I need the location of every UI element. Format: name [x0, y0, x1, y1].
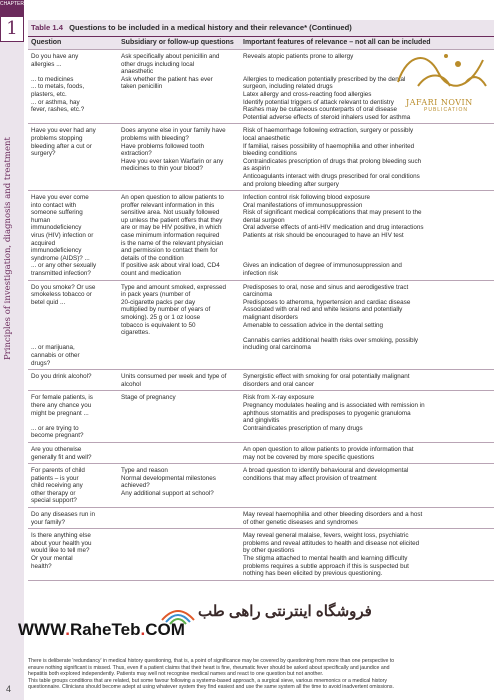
cell-line: bleeding conditions — [243, 150, 297, 158]
cell-line: Have problems followed tooth — [121, 142, 204, 150]
relevance-cell — [240, 511, 494, 526]
cell-line — [31, 417, 118, 425]
cell-line: and gingivitis — [243, 417, 280, 425]
table-row — [28, 391, 494, 443]
cell-line: plasters, etc. — [31, 90, 67, 98]
subsidiary-cell — [118, 446, 240, 461]
cell-line: Is there anything else — [31, 532, 91, 540]
cell-line: smoking). 25 g or 1 oz loose — [121, 314, 201, 321]
cell-line — [243, 329, 494, 337]
cell-line: count and medication — [121, 270, 181, 278]
question-cell — [28, 446, 118, 461]
relevance-cell — [240, 446, 494, 461]
cell-line: nothing has been elicited by previous questioning. — [243, 570, 383, 578]
cell-line: up unless the patient offers that they — [121, 216, 223, 224]
cell-line: human — [31, 216, 51, 224]
header-relevance: Important features of relevance – not all can be included — [243, 39, 431, 46]
cell-line: Stage of pregnancy — [121, 394, 176, 402]
cell-line: fever, rashes, etc.? — [31, 106, 85, 114]
cell-line: syndrome (AIDS)? ... — [31, 254, 90, 262]
subsidiary-cell — [118, 532, 240, 578]
cell-line: Any additional support at school? — [121, 489, 214, 497]
cell-line: Associated with oral red and white lesions and potentially — [243, 306, 403, 314]
cell-line: multiplied by number of years of — [121, 306, 211, 314]
cell-line: by other questions — [243, 547, 295, 555]
cell-line: patients – is your — [31, 474, 79, 482]
cell-line: Have you ever taken Warfarin or any — [121, 157, 224, 165]
question-cell — [28, 373, 118, 388]
cell-line: allergies ... — [31, 60, 62, 68]
chapter-label: CHAPTER — [0, 0, 24, 16]
table-row — [28, 370, 494, 391]
relevance-cell — [240, 194, 494, 278]
footnote-line: There is deliberate 'redundancy' in medical history questioning, that is, a point of significance may be covered by questioning from more than one perspective to — [28, 658, 395, 664]
cell-line: may not be covered by more specific questions — [243, 453, 375, 461]
cell-line: and permission to contact them for — [121, 247, 218, 255]
question-cell — [28, 127, 118, 188]
relevance-cell — [240, 127, 494, 188]
subsidiary-cell — [118, 127, 240, 188]
cell-line: alcohol — [121, 380, 141, 388]
cell-line: problems and reveal attitudes to health and disease not elicited — [243, 539, 420, 547]
question-cell — [28, 194, 118, 278]
running-title: Principles of investigation, diagnosis and treatment — [3, 137, 13, 360]
cell-line: May reveal haemophilia and other bleeding disorders and a host — [243, 511, 423, 519]
header-subsidiary: Subsidiary or follow-up questions — [121, 39, 234, 46]
cell-line: someone suffering — [31, 209, 83, 217]
url-suffix: COM — [145, 620, 185, 639]
cell-line: Pregnancy modulates healing and is associated with remission in — [243, 401, 425, 409]
cell-line: ... to metals, foods, — [31, 83, 85, 91]
relevance-cell — [240, 467, 494, 505]
store-name: فروشگاه اینترنتی راهی طب — [198, 603, 372, 620]
cell-line: would like to tell me? — [31, 547, 90, 555]
cell-line: acquired — [31, 239, 56, 247]
cell-line: surgery? — [31, 150, 56, 158]
cell-line: as aspirin — [243, 165, 270, 173]
cell-line: into contact with — [31, 201, 77, 209]
cell-line: Rashes may be cutaneous counterparts of oral disease — [243, 106, 398, 114]
cell-line: conditions that may affect provision of treatment — [243, 474, 377, 482]
cell-line: Risk from X-ray exposure — [243, 394, 315, 402]
footnote-line: This table groups conditions that are related, but some favour following a systems-based approach, a surgical sieve, various mnemonics or a medical history — [28, 677, 387, 684]
cell-line: about your health you — [31, 539, 92, 547]
table-row — [28, 443, 494, 464]
cell-line: Type and reason — [121, 467, 168, 475]
cell-line: special support? — [31, 497, 77, 505]
cell-line — [243, 255, 494, 263]
cell-line: transmitted infection? — [31, 270, 91, 278]
subsidiary-cell — [118, 194, 240, 278]
page-number: 4 — [6, 684, 12, 694]
cell-line: and prolong bleeding after surgery — [243, 180, 339, 188]
cell-line: Identify potential triggers of attack relevant to dentistry — [243, 98, 394, 106]
cell-line — [31, 329, 118, 337]
cell-line: ... or marijuana, — [31, 344, 75, 352]
cell-line: might be pregnant ... — [31, 409, 89, 417]
cell-line: Risk of haemorrhage following extraction, surgery or possibly — [243, 127, 414, 135]
cell-line: are or may be HIV positive, in which — [121, 224, 222, 232]
cell-line: infection risk — [243, 270, 278, 278]
relevance-cell — [240, 532, 494, 578]
question-cell — [28, 284, 118, 368]
table-row — [28, 124, 494, 191]
cell-line: If positive ask about viral load, CD4 — [121, 262, 220, 270]
table-label: Table 1.4 — [31, 23, 63, 32]
cell-line — [243, 240, 494, 248]
question-cell — [28, 394, 118, 440]
cell-line: Amenable to cessation advice in the dental setting — [243, 321, 384, 329]
cell-line: Gives an indication of degree of immunosuppression and — [243, 262, 402, 270]
cell-line: child receiving any — [31, 482, 83, 490]
chapter-number: 1 — [0, 16, 24, 42]
cell-line: generally fit and well? — [31, 453, 92, 461]
cell-line: virus (HIV) infection or — [31, 232, 94, 240]
cell-line: Synergistic effect with smoking for oral potentially malignant — [243, 373, 410, 381]
cell-line: ... or are trying to — [31, 424, 79, 432]
cell-line: bleeding after a cut or — [31, 142, 92, 150]
cell-line: Patients at risk should be encouraged to have an HIV test — [243, 232, 404, 240]
store-watermark — [18, 600, 372, 660]
cell-line: betel quid ... — [31, 298, 66, 306]
cell-line: details of the condition — [121, 254, 184, 262]
relevance-cell — [240, 373, 494, 388]
cell-line: malignant disorders — [243, 314, 298, 321]
calligraphy-logo-icon — [388, 42, 496, 98]
cell-line: cannabis or other — [31, 351, 80, 359]
table-caption — [28, 20, 494, 37]
cell-line: Do any diseases run in — [31, 511, 96, 519]
subsidiary-cell — [118, 467, 240, 505]
cell-line: Normal developmental milestones — [121, 474, 216, 482]
cell-line: other therapy or — [31, 489, 76, 497]
cell-line: achieved? — [121, 482, 150, 490]
cell-line: Allergies to medication potentially prescribed by the dental — [243, 75, 406, 83]
cell-line: aphthous stomatitis and predisposes to pyogenic granuloma — [243, 409, 411, 417]
cell-line: Type and amount smoked, expressed — [121, 283, 227, 291]
table-row — [28, 281, 494, 371]
cell-line: An open question to allow patients to provide information that — [243, 445, 414, 453]
url-prefix: WWW — [18, 620, 66, 639]
cell-line — [31, 337, 118, 345]
cell-line: Latex allergy and cross-reacting food allergies — [243, 90, 372, 98]
cell-line — [31, 314, 118, 322]
table-body — [28, 50, 494, 581]
cell-line: is the name of the relevant physician — [121, 239, 224, 247]
cell-line: Do you drink alcohol? — [31, 373, 92, 381]
cell-line: there any chance you — [31, 401, 92, 409]
cell-line: tobacco is equivalent to 50 — [121, 321, 196, 329]
cell-line: May reveal general malaise, fevers, weight loss, psychiatric — [243, 532, 409, 540]
cell-line: problems stopping — [31, 134, 83, 142]
cell-line: immunodeficiency — [31, 247, 82, 255]
cell-line: cigarettes. — [121, 329, 151, 337]
url-domain: RaheTeb — [69, 620, 141, 639]
cell-line: problems with bleeding? — [121, 134, 189, 142]
cell-line: disorders and oral cancer — [243, 380, 315, 388]
cell-line: surgeon, including related drugs — [243, 83, 333, 91]
cell-line: Do you have any — [31, 53, 79, 60]
cell-line — [243, 247, 494, 255]
cell-line: proffer relevant information in this — [121, 201, 215, 209]
cell-line: ... or any other sexually — [31, 262, 97, 270]
cell-line: in pack years (number of — [121, 291, 191, 299]
subsidiary-cell — [118, 53, 240, 121]
cell-line: Potential adverse effects of steroid inhalers used for asthma — [243, 113, 411, 121]
cell-line: other drugs including local — [121, 60, 195, 68]
subsidiary-cell — [118, 511, 240, 526]
cell-line: of other genetic diseases and syndromes — [243, 518, 358, 526]
cell-line: 20-cigarette packs per day — [121, 298, 196, 306]
cell-line: Does anyone else in your family have — [121, 127, 226, 135]
table-title: Questions to be included in a medical history and their relevance* (Continued) — [69, 23, 352, 32]
cell-line: Oral adverse effects of anti-HIV medication and drug interactions — [243, 224, 424, 232]
cell-line: Contraindicates prescription of many drugs — [243, 424, 363, 432]
cell-line: become pregnant? — [31, 432, 84, 440]
table-row — [28, 464, 494, 508]
question-cell — [28, 532, 118, 578]
chapter-sidebar — [0, 0, 24, 700]
cell-line: Reveals atopic patients prone to allergy — [243, 53, 354, 60]
subsidiary-cell — [118, 373, 240, 388]
cell-line: Units consumed per week and type of — [121, 373, 227, 381]
cell-line: carcinoma — [243, 291, 273, 299]
footnote-line: hepatitis both explored independently. Patients may well not recognise medical names and react to one question but not another. — [28, 671, 324, 678]
cell-line: Contraindicates prescription of drugs that prolong bleeding such — [243, 157, 422, 165]
cell-line: extraction? — [121, 150, 152, 158]
footnote-line: questionnaire. Clinicians should become adept at using whatever system they find easiest and use the same system all the time to avoid inadvertent omissions. — [28, 684, 394, 691]
cell-line: Are you otherwise — [31, 445, 82, 453]
cell-line: Do you smoke? Or use — [31, 283, 96, 291]
cell-line: immunodeficiency — [31, 224, 82, 232]
cell-line: medicines to thin your blood? — [121, 165, 203, 173]
cell-line — [31, 306, 118, 314]
cell-line: For female patients, is — [31, 394, 93, 402]
question-cell — [28, 53, 118, 121]
cell-line — [31, 322, 118, 330]
cell-line: If familial, raises possibility of haemophilia and other inherited — [243, 142, 415, 150]
cell-line: local anaesthetic — [243, 134, 290, 142]
table-row — [28, 508, 494, 529]
cell-line: A broad question to identify behavioural and developmental — [243, 467, 409, 475]
cell-line: Predisposes to atheroma, hypertension and cardiac disease — [243, 298, 411, 306]
cell-line: problems requires a subtle approach if this is suspected but — [243, 562, 409, 570]
cell-line: health? — [31, 562, 52, 570]
question-cell — [28, 467, 118, 505]
cell-line: Oral manifestations of immunosuppression — [243, 201, 363, 209]
subsidiary-cell — [118, 394, 240, 440]
publisher-brand: JAFARI NOVIN — [406, 98, 473, 107]
table-row — [28, 529, 494, 581]
cell-line: drugs? — [31, 359, 51, 367]
cell-line: Risk of significant medical complications that may present to the — [243, 209, 422, 217]
publisher-sub: PUBLICATION — [424, 107, 468, 113]
cell-line — [31, 68, 118, 76]
cell-line: Predisposes to oral, nose and sinus and aerodigestive tract — [243, 283, 409, 291]
cell-line: Ask specifically about penicillin and — [121, 53, 220, 60]
cell-line: taken penicillin — [121, 83, 163, 91]
relevance-cell — [240, 284, 494, 368]
cell-line: your family? — [31, 518, 65, 526]
publisher-logo — [388, 42, 496, 112]
cell-line: including oral carcinoma — [243, 344, 311, 352]
cell-line: case minimum information required — [121, 232, 220, 240]
footnote-line: ensure nothing significant is missed. Thus, even if a patient claims that their heart is fine, rheumatic fever should be asked about specifically and jaundice and — [28, 664, 390, 671]
header-question: Question — [31, 39, 62, 46]
question-cell — [28, 511, 118, 526]
cell-line: For parents of child — [31, 467, 85, 475]
cell-line: anaesthetic — [121, 68, 154, 76]
store-url: WWW.RaheTeb.COM — [18, 620, 185, 639]
subsidiary-cell — [118, 284, 240, 368]
table-row — [28, 191, 494, 281]
cell-line: The stigma attached to mental health and learning difficulty — [243, 555, 408, 563]
cell-line: Anticoagulants interact with drugs prescribed for oral conditions — [243, 172, 420, 180]
cell-line: dental surgeon — [243, 216, 285, 224]
cell-line: An open question to allow patients to — [121, 194, 224, 202]
cell-line: Have you ever had any — [31, 127, 96, 135]
cell-line: sensitive area. Not usually followed — [121, 209, 220, 217]
cell-line: Have you ever come — [31, 194, 89, 202]
cell-line: Cannabis carries additional health risks over smoking, possibly — [243, 336, 418, 344]
cell-line: ... to medicines — [31, 75, 74, 83]
cell-line: smokeless tobacco or — [31, 291, 92, 299]
table-footnote — [28, 658, 494, 691]
cell-line: Or your mental — [31, 555, 73, 563]
relevance-cell — [240, 394, 494, 440]
cell-line: Ask whether the patient has ever — [121, 75, 213, 83]
cell-line: ... or asthma, hay — [31, 98, 80, 106]
cell-line: Infection control risk following blood exposure — [243, 194, 371, 202]
